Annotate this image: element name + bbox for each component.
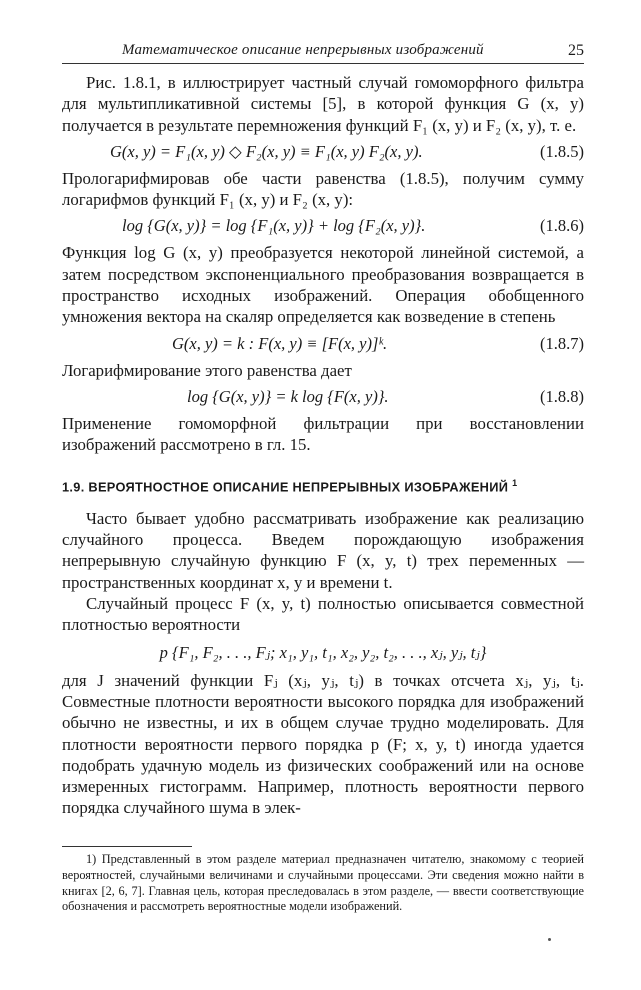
header-rule — [62, 63, 584, 64]
footnote-mark: 1) — [86, 852, 97, 866]
equation-expression: log {G(x, y)} = log {F₁(x, y)} + log {F₂(x, y)}. — [122, 216, 426, 236]
page-body — [62, 72, 584, 819]
paragraph-linear-system: Функция log G (x, y) преобразуется некоторой линейной системой, а затем посредством экспоненциального преобразования возвращается в пространство исходных изображений. Операция обобщенного умножения вектора на скаляр определяется как возведение в степень — [62, 243, 584, 327]
running-head — [62, 42, 584, 62]
footnote-reference: 1 — [512, 477, 518, 488]
print-speck — [548, 938, 551, 941]
equation-number: (1.8.7) — [540, 333, 584, 353]
equation-expression: log {G(x, y)} = k log {F(x, y)}. — [187, 386, 389, 406]
equation-number: (1.8.5) — [540, 141, 584, 161]
paragraph-homomorphic: Применение гомоморфной фильтрации при восстановлении изображений рассмотрено в гл. 15. — [62, 413, 584, 455]
running-title: Математическое описание непрерывных изображений — [122, 42, 484, 58]
paragraph-sample-points: для J значений функции Fⱼ (xⱼ, yⱼ, tⱼ) в точках отсчета xⱼ, yⱼ, tⱼ. Совместные плотности вероятности высокого порядка для изображений обычно не известны, и их в общем случае трудно моделировать. Для плотности вероятности первого порядка p (F; x, y, t) иногда удается подобрать удачную модель из физических соображений или на основе измеренных гистограмм. Например, плотность вероятности первого порядка случайного шума в элек- — [62, 670, 584, 818]
footnote — [62, 852, 584, 915]
paragraph-logarithm: Прологарифмировав обе части равенства (1.8.5), получим сумму логарифмов функций F₁ (x, y) и F₂ (x, y): — [62, 168, 584, 210]
paragraph-random-process: Часто бывает удобно рассматривать изображение как реализацию случайного процесса. Введем порождающую изображения непрерывную случайную функцию F (x, y, t) трех переменных — пространственных координат x, y и времени t. — [62, 508, 584, 592]
equation-1-8-8 — [62, 381, 584, 413]
equation-number: (1.8.8) — [540, 386, 584, 406]
probability-expression: p {F₁, F₂, . . ., Fⱼ; x₁, y₁, t₁, x₂, y₂, t₂, . . ., xⱼ, yⱼ, tⱼ} — [159, 642, 487, 662]
page-number: 25 — [568, 42, 584, 59]
section-title: 1.9. ВЕРОЯТНОСТНОЕ ОПИСАНИЕ НЕПРЕРЫВНЫХ ИЗОБРАЖЕНИЙ — [62, 478, 509, 494]
paragraph-log-equality: Логарифмирование этого равенства дает — [62, 360, 352, 380]
footnote-rule — [62, 846, 192, 847]
section-heading — [62, 478, 584, 494]
equation-expression: G(x, y) = F₁(x, y) ◇ F₂(x, y) ≡ F₁(x, y) F₂(x, y). — [110, 141, 423, 161]
equation-number: (1.8.6) — [540, 216, 584, 236]
equation-expression: G(x, y) = k : F(x, y) ≡ [F(x, y)]ᵏ. — [172, 333, 388, 353]
footnote-text: Представленный в этом разделе материал предназначен читателю, знакомому с теорией вероятностей, случайными величинами и случайными процессами. Эти сведения можно найти в книгах [2, 6, 7]. Главная цель, которая преследовалась в этом разделе, — ввести соответствующие обозначения и рассмотреть вероятностные модели изображений. — [62, 852, 585, 914]
paragraph-joint-density: Случайный процесс F (x, y, t) полностью описывается совместной плотностью вероятности — [62, 594, 584, 635]
equation-1-8-7 — [62, 328, 584, 360]
equation-1-8-6 — [62, 210, 584, 242]
paragraph-intro: Рис. 1.8.1, в иллюстрирует частный случай гомоморфного фильтра для мультипликативной системы [5], в которой функция G (x, y) получается в результате перемножения функций F₁ (x, y) и F₂ (x, y), т. е. — [62, 73, 584, 135]
equation-1-8-5 — [62, 136, 584, 168]
